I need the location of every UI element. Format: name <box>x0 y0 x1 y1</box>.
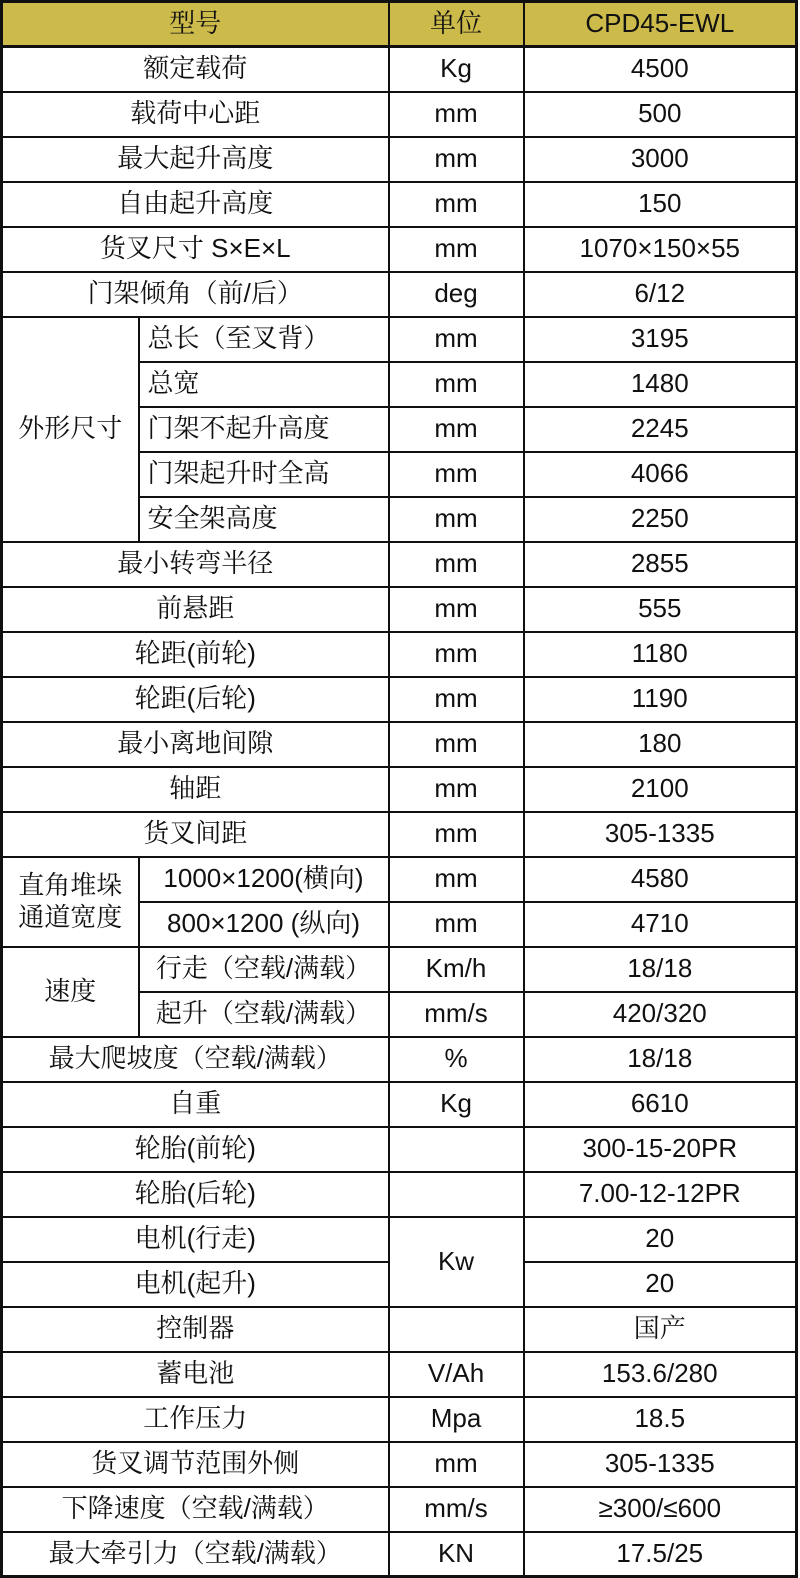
unit: mm <box>389 182 524 227</box>
table-row <box>2 542 797 587</box>
value: 420/320 <box>524 992 797 1037</box>
unit: KN <box>389 1532 524 1577</box>
row-label: 控制器 <box>2 1307 389 1352</box>
row-label: 电机(行走) <box>2 1217 389 1262</box>
unit: Kw <box>389 1217 524 1307</box>
row-label: 自重 <box>2 1082 389 1127</box>
unit: % <box>389 1037 524 1082</box>
unit: V/Ah <box>389 1352 524 1397</box>
group-label: 直角堆垛通道宽度 <box>2 857 139 947</box>
value: 300-15-20PR <box>524 1127 797 1172</box>
table-row <box>2 677 797 722</box>
unit: mm <box>389 722 524 767</box>
row-label: 货叉调节范围外侧 <box>2 1442 389 1487</box>
value: 1070×150×55 <box>524 227 797 272</box>
row-sublabel: 起升（空载/满载） <box>139 992 389 1037</box>
value: 2250 <box>524 497 797 542</box>
value: 3195 <box>524 317 797 362</box>
value: 180 <box>524 722 797 767</box>
value: 4066 <box>524 452 797 497</box>
value: 4580 <box>524 857 797 902</box>
table-row <box>2 947 797 992</box>
row-label: 最大爬坡度（空载/满载） <box>2 1037 389 1082</box>
table-row <box>2 1127 797 1172</box>
spec-table-body <box>2 47 797 1577</box>
unit: mm <box>389 1442 524 1487</box>
unit: Kg <box>389 47 524 92</box>
row-sublabel: 门架不起升高度 <box>139 407 389 452</box>
unit: deg <box>389 272 524 317</box>
table-row <box>2 272 797 317</box>
value: 1180 <box>524 632 797 677</box>
row-sublabel: 总长（至叉背） <box>139 317 389 362</box>
row-label: 轴距 <box>2 767 389 812</box>
unit: mm <box>389 452 524 497</box>
unit: mm <box>389 497 524 542</box>
value: 6/12 <box>524 272 797 317</box>
row-sublabel: 800×1200 (纵向) <box>139 902 389 947</box>
unit <box>389 1172 524 1217</box>
table-row <box>2 317 797 362</box>
row-sublabel: 门架起升时全高 <box>139 452 389 497</box>
value: 2100 <box>524 767 797 812</box>
table-row <box>2 812 797 857</box>
table-row <box>2 92 797 137</box>
table-row <box>2 1037 797 1082</box>
unit: mm <box>389 677 524 722</box>
value: 2245 <box>524 407 797 452</box>
row-label: 额定载荷 <box>2 47 389 92</box>
table-row <box>2 857 797 902</box>
row-label: 电机(起升) <box>2 1262 389 1307</box>
header-unit: 单位 <box>389 2 524 47</box>
unit: mm <box>389 317 524 362</box>
unit: mm <box>389 227 524 272</box>
table-row <box>2 722 797 767</box>
table-row <box>2 47 797 92</box>
value: 3000 <box>524 137 797 182</box>
unit: mm <box>389 362 524 407</box>
group-label: 外形尺寸 <box>2 317 139 542</box>
row-label: 下降速度（空载/满载） <box>2 1487 389 1532</box>
table-row <box>2 137 797 182</box>
unit: mm/s <box>389 992 524 1037</box>
table-row <box>2 1352 797 1397</box>
value: ≥300/≤600 <box>524 1487 797 1532</box>
row-sublabel: 总宽 <box>139 362 389 407</box>
row-label: 轮距(前轮) <box>2 632 389 677</box>
table-row <box>2 1217 797 1262</box>
table-row <box>2 1172 797 1217</box>
unit: mm <box>389 587 524 632</box>
value: 305-1335 <box>524 812 797 857</box>
unit: Km/h <box>389 947 524 992</box>
value: 150 <box>524 182 797 227</box>
row-sublabel: 1000×1200(横向) <box>139 857 389 902</box>
unit: mm <box>389 92 524 137</box>
group-label: 速度 <box>2 947 139 1037</box>
row-label: 载荷中心距 <box>2 92 389 137</box>
unit: Mpa <box>389 1397 524 1442</box>
value: 18/18 <box>524 1037 797 1082</box>
value: 153.6/280 <box>524 1352 797 1397</box>
value: 20 <box>524 1217 797 1262</box>
value: 18/18 <box>524 947 797 992</box>
header-model: 型号 <box>2 2 389 47</box>
unit <box>389 1127 524 1172</box>
table-row <box>2 1532 797 1577</box>
row-label: 轮胎(后轮) <box>2 1172 389 1217</box>
row-label: 最小转弯半径 <box>2 542 389 587</box>
table-row <box>2 227 797 272</box>
row-label: 蓄电池 <box>2 1352 389 1397</box>
unit: mm <box>389 632 524 677</box>
unit: mm <box>389 542 524 587</box>
table-row <box>2 1307 797 1352</box>
unit: mm/s <box>389 1487 524 1532</box>
row-label: 货叉尺寸 S×E×L <box>2 227 389 272</box>
value: 555 <box>524 587 797 632</box>
unit: mm <box>389 767 524 812</box>
row-label: 工作压力 <box>2 1397 389 1442</box>
value: 1190 <box>524 677 797 722</box>
table-row <box>2 587 797 632</box>
unit: mm <box>389 812 524 857</box>
value: 1480 <box>524 362 797 407</box>
value: 305-1335 <box>524 1442 797 1487</box>
value: 7.00-12-12PR <box>524 1172 797 1217</box>
unit: Kg <box>389 1082 524 1127</box>
value: 4710 <box>524 902 797 947</box>
unit: mm <box>389 137 524 182</box>
row-label: 最小离地间隙 <box>2 722 389 767</box>
table-row <box>2 1442 797 1487</box>
table-header-row <box>2 2 797 47</box>
table-row <box>2 1082 797 1127</box>
row-label: 最大起升高度 <box>2 137 389 182</box>
table-row <box>2 1397 797 1442</box>
table-row <box>2 182 797 227</box>
value: 20 <box>524 1262 797 1307</box>
value: 18.5 <box>524 1397 797 1442</box>
unit: mm <box>389 407 524 452</box>
row-sublabel: 安全架高度 <box>139 497 389 542</box>
table-row <box>2 767 797 812</box>
row-label: 门架倾角（前/后） <box>2 272 389 317</box>
row-label: 货叉间距 <box>2 812 389 857</box>
row-label: 自由起升高度 <box>2 182 389 227</box>
value: 17.5/25 <box>524 1532 797 1577</box>
unit: mm <box>389 902 524 947</box>
value: 500 <box>524 92 797 137</box>
row-sublabel: 行走（空载/满载） <box>139 947 389 992</box>
table-row <box>2 1487 797 1532</box>
header-value: CPD45-EWL <box>524 2 797 47</box>
value: 国产 <box>524 1307 797 1352</box>
unit: mm <box>389 857 524 902</box>
row-label: 轮距(后轮) <box>2 677 389 722</box>
value: 6610 <box>524 1082 797 1127</box>
table-row <box>2 632 797 677</box>
row-label: 前悬距 <box>2 587 389 632</box>
value: 4500 <box>524 47 797 92</box>
unit <box>389 1307 524 1352</box>
row-label: 最大牵引力（空载/满载） <box>2 1532 389 1577</box>
value: 2855 <box>524 542 797 587</box>
row-label: 轮胎(前轮) <box>2 1127 389 1172</box>
